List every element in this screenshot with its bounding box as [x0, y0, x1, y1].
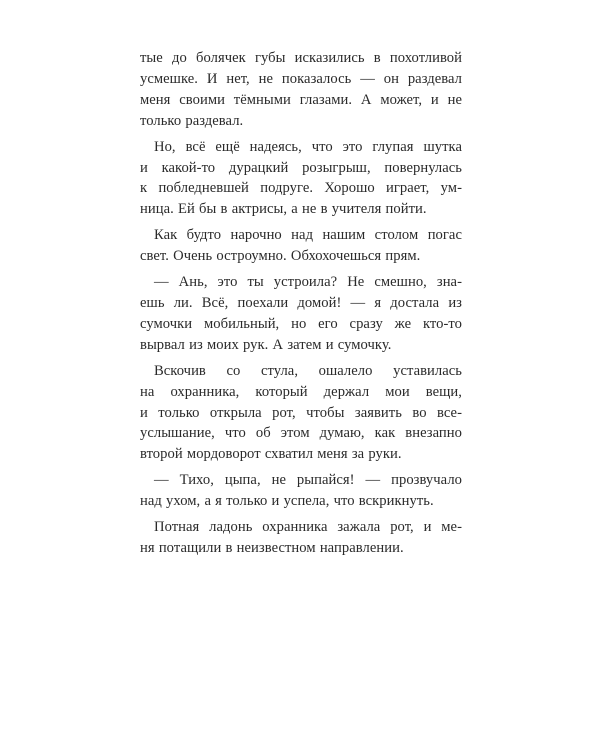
body-text	[140, 48, 462, 564]
text-line: меня своими тёмными глазами. А может, и не	[140, 91, 462, 108]
text-line: усмешке. И нет, не показалось — он раздевал	[140, 70, 462, 87]
text-line: — Ань, это ты устроила? Не смешно, зна-	[154, 274, 462, 291]
text-line: к побледневшей подруге. Хорошо играет, ум-	[140, 180, 462, 197]
text-line: ня потащили в неизвестном направлении.	[140, 539, 404, 556]
text-line: второй мордоворот схватил меня за руки.	[140, 446, 402, 463]
text-line: Вскочив со стула, ошалело уставилась	[154, 362, 462, 379]
paragraph-6	[140, 470, 462, 512]
paragraph-2	[140, 137, 462, 221]
paragraph-5	[140, 361, 462, 466]
text-line: Но, всё ещё надеясь, что это глупая шутка	[154, 138, 462, 155]
text-line: и какой-то дурацкий розыгрыш, повернулась	[140, 159, 462, 176]
text-line: Потная ладонь охранника зажала рот, и ме-	[154, 519, 462, 536]
paragraph-7	[140, 517, 462, 559]
text-line: свет. Очень остроумно. Обхохочешься прям.	[140, 248, 421, 265]
text-line: и только открыла рот, чтобы заявить во все-	[140, 404, 462, 421]
text-line: сумочки мобильный, но его сразу же кто-то	[140, 315, 462, 332]
text-line: только раздевал.	[140, 112, 244, 129]
text-line: ница. Ей бы в актрисы, а не в учителя пойти.	[140, 201, 427, 218]
text-line: услышание, что об этом думаю, как внезапно	[140, 425, 462, 442]
text-line: — Тихо, цыпа, не рыпайся! — прозвучало	[154, 472, 462, 489]
text-line: вырвал из моих рук. А затем и сумочку.	[140, 336, 392, 353]
text-line: ешь ли. Всё, поехали домой! — я достала из	[140, 294, 462, 311]
text-line: тые до болячек губы исказились в похотливой	[140, 50, 462, 66]
paragraph-3	[140, 225, 462, 267]
paragraph-1	[140, 48, 462, 132]
text-line: на охранника, который держал мои вещи,	[140, 383, 462, 400]
text-line: Как будто нарочно над нашим столом погас	[154, 227, 462, 244]
paragraph-4	[140, 272, 462, 356]
text-line: над ухом, а я только и успела, что вскрикнуть.	[140, 493, 434, 510]
